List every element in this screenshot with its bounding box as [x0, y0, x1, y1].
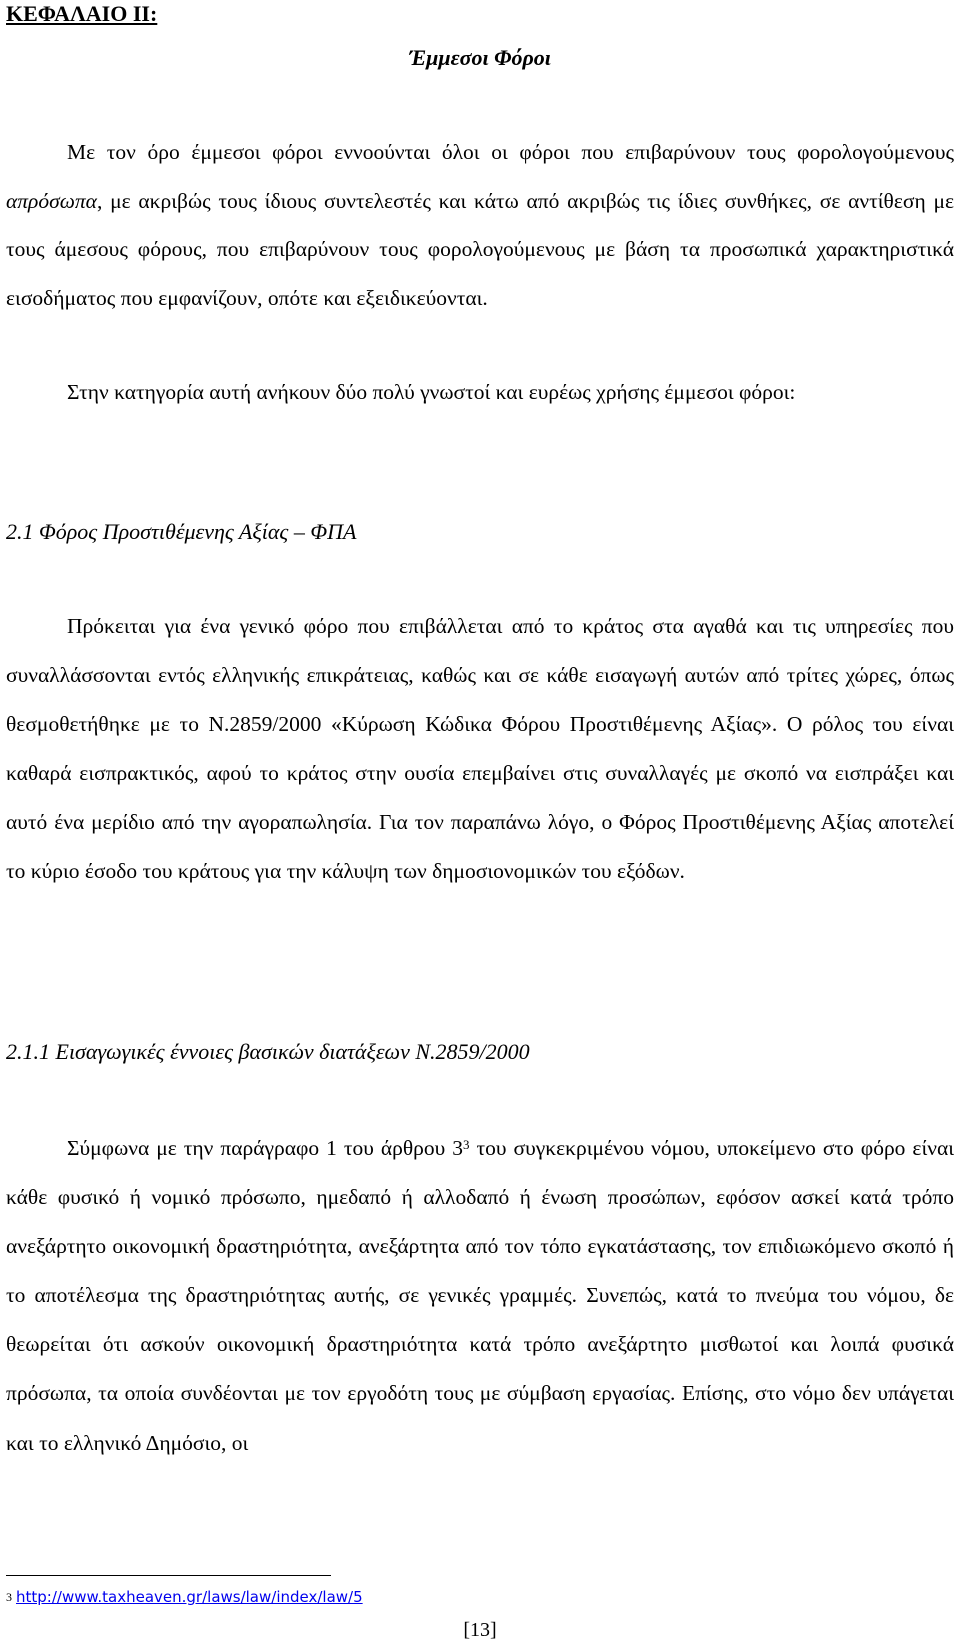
footnote: [6, 1587, 363, 1607]
chapter-title: Έμμεσοι Φόροι: [409, 45, 551, 70]
paragraph-text: Με τον όρο έμμεσοι φόροι εννοούνται όλοι οι φόροι που επιβαρύνουν τους φορολογούμενους: [67, 140, 954, 164]
paragraph-text: Στην κατηγορία αυτή ανήκουν δύο πολύ γνωστοί και ευρέως χρήσης έμμεσοι φόροι:: [67, 380, 796, 404]
footnote-mark: 3: [6, 1590, 12, 1604]
paragraph-indirect-taxes-definition: [6, 128, 954, 322]
footnote-link[interactable]: http://www.taxheaven.gr/laws/law/index/law/5: [16, 1588, 363, 1606]
section-heading-vat: 2.1 Φόρος Προστιθέμενης Αξίας – ΦΠΑ: [6, 519, 357, 544]
emphasis-text: απρόσωπα: [6, 188, 97, 213]
paragraph-vat-description: [6, 602, 954, 895]
paragraph-text: του συγκεκριμένου νόμου, υποκείμενο στο φόρο είναι κάθε φυσικό ή νομικό πρόσωπο, ημεδαπό ή αλλοδαπό ή ένωση προσώπων, εφόσον ασκεί κατά τρόπο ανεξάρτητο οικονομική δραστηριότητα, ανεξάρτητα από τον τόπο εγκατάστασης, τον επιδιωκόμενο σκοπό ή το αποτέλεσμα της δραστηριότητας αυτής, σε γενικές γραμμές. Συνεπώς, κατά το πνεύμα του νόμου, δε θεωρείται ότι ασκούν οικονομική δραστηριότητα κατά τρόπο ανεξάρτητο μισθωτοί και λοιπά φυσικά πρόσωπα, τα οποία συνδέονται με τον εργοδότη τους με σύμβαση εργασίας. Επίσης, στο νόμο δεν υπάγεται και το ελληνικό Δημόσιο, οι: [6, 1136, 954, 1455]
page-number: [13]: [463, 1619, 497, 1641]
chapter-label: ΚΕΦΑΛΑΙΟ ΙΙ:: [6, 1, 158, 26]
paragraph-text: , με ακριβώς τους ίδιους συντελεστές και κάτω από ακριβώς τις ίδιες συνθήκες, σε αντίθεση με τους άμεσους φόρους, που επιβαρύνουν τους φορολογούμενους με βάση τα προσωπικά χαρακτηριστικά εισοδήματος που εμφανίζουν, οπότε και εξειδικεύονται.: [6, 188, 954, 310]
paragraph-text: Πρόκειται για ένα γενικό φόρο που επιβάλλεται από το κράτος στα αγαθά και τις υπηρεσίες που συναλλάσσονται εντός ελληνικής επικράτειας, καθώς και σε κάθε εισαγωγή αυτών από τρίτες χώρες, όπως θεσμοθετήθηκε με το Ν.2859/2000 «Κύρωση Κώδικα Φόρου Προστιθέμενης Αξίας». Ο ρόλος του είναι καθαρά εισπρακτικός, αφού το κράτος στην ουσία επεμβαίνει στις συναλλαγές με σκοπό να εισπράξει και αυτό ένα μερίδιο από την αγοραπωλησία. Για τον παραπάνω λόγο, ο Φόρος Προστιθέμενης Αξίας αποτελεί το κύριο έσοδο του κράτους για την κάλυψη των δημοσιονομικών του εξόδων.: [6, 614, 954, 883]
paragraph-text: Σύμφωνα με την παράγραφο 1 του άρθρου 3: [67, 1136, 464, 1160]
footnote-divider: [6, 1575, 331, 1576]
section-heading-introductory-concepts: 2.1.1 Εισαγωγικές έννοιες βασικών διατάξεων Ν.2859/2000: [6, 1039, 530, 1064]
paragraph-category: [6, 368, 954, 417]
paragraph-taxable-persons: [6, 1124, 954, 1468]
footnote-reference[interactable]: 3: [463, 1137, 470, 1152]
